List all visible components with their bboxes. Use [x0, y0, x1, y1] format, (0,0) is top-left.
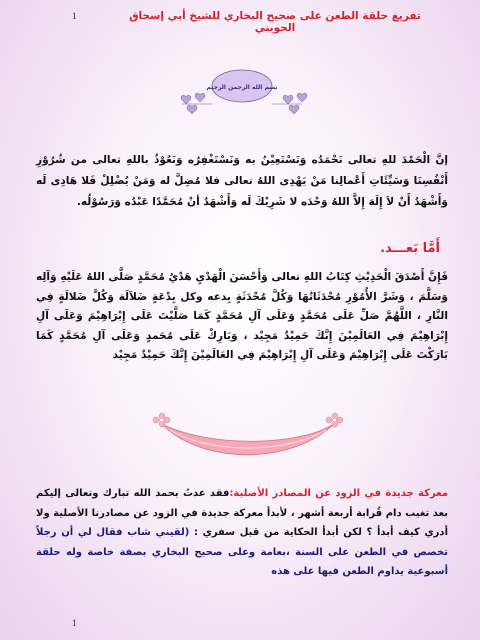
intro-paragraph: إنَّ الْحَمْدَ للهِ تعالى نَحْمَدُه وَنَسْتَعِيْنُ به وَنَسْتَغْفِرُه وَنَعُوْذُ باللهِ تعالى من شُرُوْرِ أَنْفُسِنَا وَسَيِّئَاتِ أَعْمالِنا مَنْ يَهْدِى اللهُ تعالى فلا مُضِلَّ له وَمَنْ يُضْلِلْ فَلا هَادِى لَه وَأَشْهَدُ أَنْ لاَ إِلَهَ إِلاَّ اللهُ وَحْدَه لا شَرِيْكَ لَه وَأَشْهَدُ أنْ مُحَمَّدًا عَبْدُه وَرَسُوْلُه. [36, 154, 448, 208]
basmala-text: بسم الله الرحمن الرحيم [206, 84, 278, 91]
basmala-ornament [172, 60, 312, 130]
footer-page-number: 1 [72, 618, 77, 628]
section-quote: (لقيني شاب فقال لي أن رجلاً تخصص في الطعن على السنة ،بعامة وعلى صحيح البخاري بصفة خاصة وله حلقة أسبوعية يداوم الطعن فيها على هذه [36, 527, 448, 577]
flower-icon-left [153, 413, 170, 427]
header-page-number: 1 [72, 11, 77, 21]
section-body: فقد عدتُ بحمد الله تبارك وتعالى إليكم بعد تغيب دام قُرابة أربعة أشهر ، لأبدأ معركة جديدة في الزود عن مصادرنا الأصلية ولا أدري كيف أبدأ ؟ لكن أبدأ الحكاية من قبل سفري : [36, 488, 448, 538]
flower-icon-right [326, 413, 343, 427]
header-title: تفريغ حلقة الطعن على صحيح البخاري للشيخ أبي إسحاق الحويني [129, 10, 421, 34]
ribbon-divider [150, 406, 346, 466]
heart-chain-right [283, 93, 307, 114]
section-paragraph [36, 484, 448, 582]
section-heading: معركة جديدة في الزود عن المصادر الأصلية: [229, 488, 448, 499]
amma-bad-heading: أَمَّا بَعـــد. [380, 241, 440, 256]
sermon-paragraph: فَإِنَّ أَصْدَقَ الْحَدِيْثِ كِتَابُ اللهِ تعالى وَأَحْسَنَ الْهَدْيِ هَدْيُ مُحَمَّدٍ صَلَّى اللهُ عَلَيْهِ وَآلِه وَسَلَّمَ ، وَشَرَّ الأُمُوْرِ مُحْدَثَاتُهَا وَكُلَّ مُحْدَثَةٍ بِدعه وكل بِدْعَةٍ ضَلاَلَة وَكُلَّ ضَلالَةٍ فِي النَّارِ ، اللَّهُمَّ صَلِّ عَلَى مُحَمَّدٍ وَعَلَى آلِ مُحَمَّدٍ كَمَا صَلَّيْتَ عَلَى إِبْرَاهِيْمَ وَعَلَى آلِ إِبْرَاهِيْمَ فِي العَالَمِيْنَ إِنَّكَ حَمِيْدٌ مَجِيْد ، وَبَارِكْ عَلَى مُحَمدٍ وَعَلَى آلِ مُحَمَّدٍ كَمَا بَارَكْتَ عَلَى إِبْرَاهِيْمَ وَعَلَى آلِ إِبْرَاهِيْمَ فِي العَالَمِيْنَ إِنَّكَ حَمِيْدٌ مَجِيْد [36, 271, 448, 361]
heart-chain-left [181, 93, 205, 114]
